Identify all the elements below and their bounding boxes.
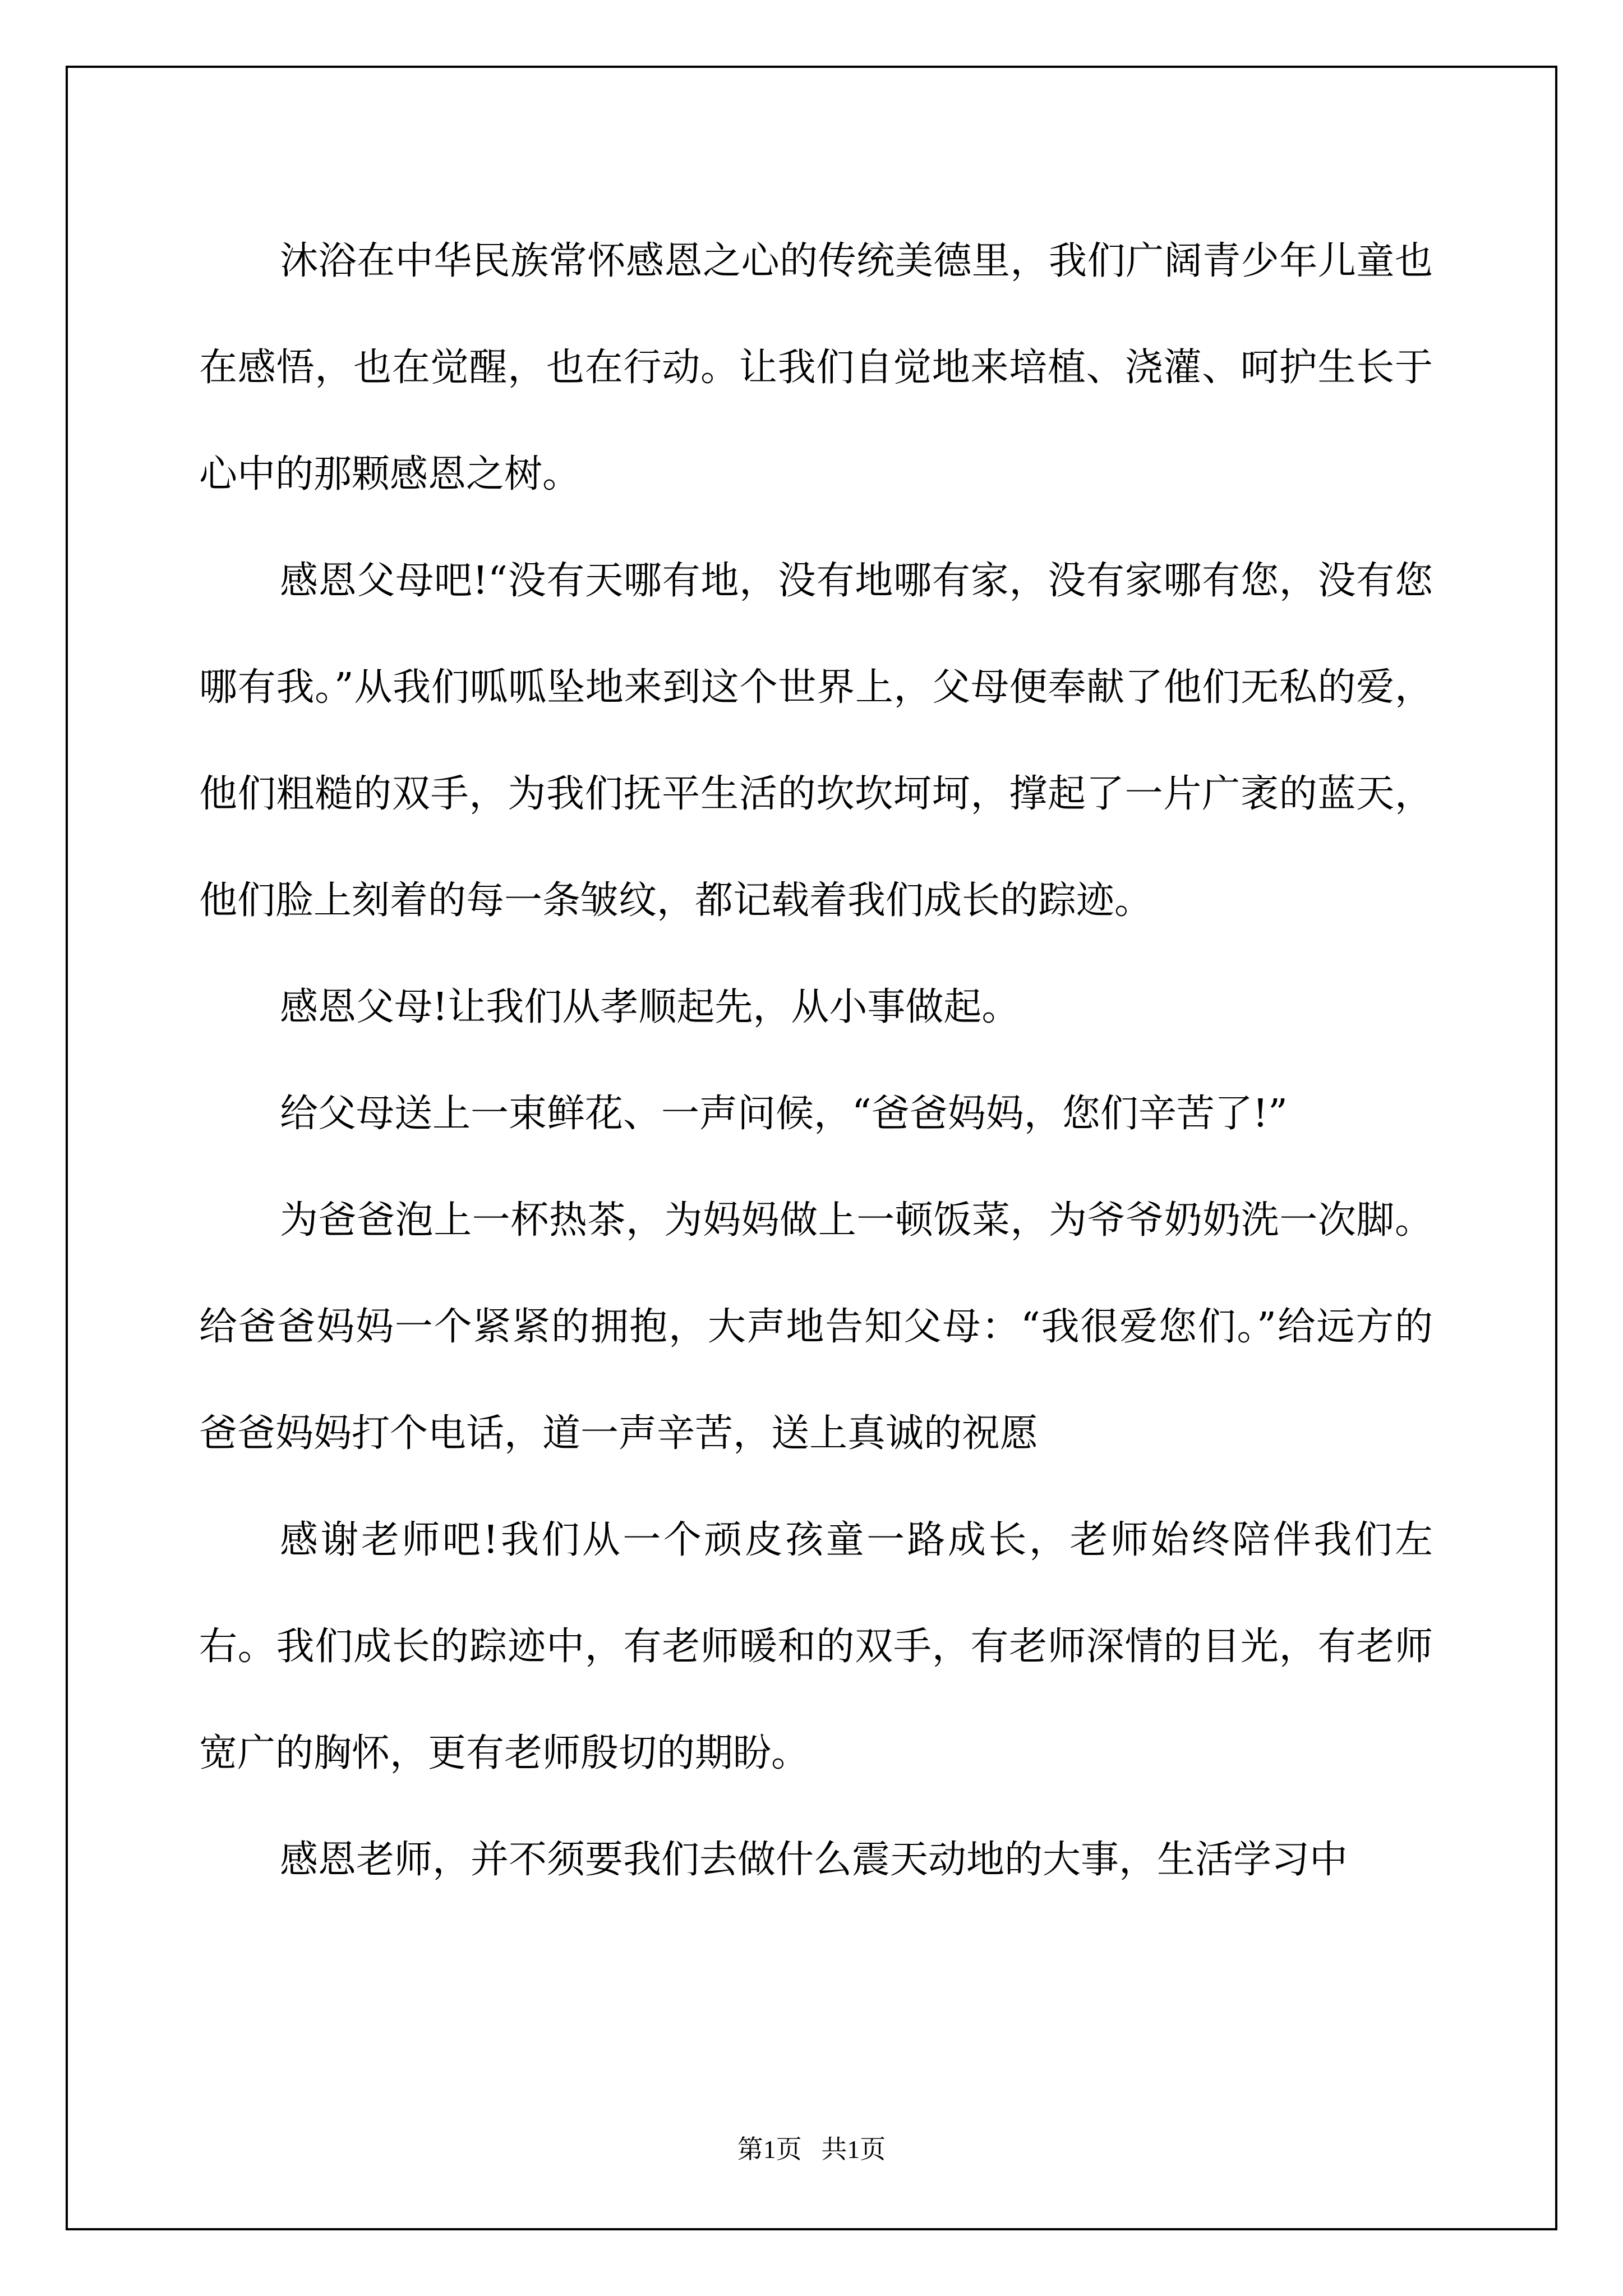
paragraph: 感谢老师吧!我们从一个顽皮孩童一路成长，老师始终陪伴我们左右。我们成长的踪迹中，有老师暖和的双手，有老师深情的目光，有老师宽广的胸怀，更有老师殷切的期盼。 bbox=[199, 1518, 1433, 1775]
paragraph: 为爸爸泡上一杯热茶，为妈妈做上一顿饭菜，为爷爷奶奶洗一次脚。 给爸爸妈妈一个紧紧的拥抱，大声地告知父母：“我很爱您们。”给远方的爸爸妈妈打个电话，道一声辛苦，送上真诚的祝愿 bbox=[199, 1198, 1433, 1456]
document-body bbox=[199, 208, 1433, 1913]
paragraph: 沐浴在中华民族常怀感恩之心的传统美德里，我们广阔青少年儿童也在感悟，也在觉醒，也在行动。让我们自觉地来培植、浇灌、呵护生长于心中的那颗感恩之树。 bbox=[199, 239, 1433, 496]
paragraph: 感恩父母!让我们从孝顺起先，从小事做起。 bbox=[280, 985, 1020, 1029]
page-number-footer: 第1页 共1页 bbox=[737, 2135, 886, 2164]
paragraph: 给父母送上一束鲜花、一声问候，“爸爸妈妈，您们辛苦了!” bbox=[280, 1092, 1288, 1136]
paragraph: 感恩父母吧!“没有天哪有地，没有地哪有家，没有家哪有您，没有您哪有我。”从我们呱呱坠地来到这个世界上，父母便奉献了他们无私的爱，他们粗糙的双手，为我们抚平生活的坎坎坷坷，撑起了一片广袤的蓝天，他们脸上刻着的每一条皱纹，都记载着我们成长的踪迹。 bbox=[199, 559, 1433, 923]
paragraph: 感恩老师，并不须要我们去做什么震天动地的大事，生活学习中 bbox=[280, 1838, 1348, 1882]
